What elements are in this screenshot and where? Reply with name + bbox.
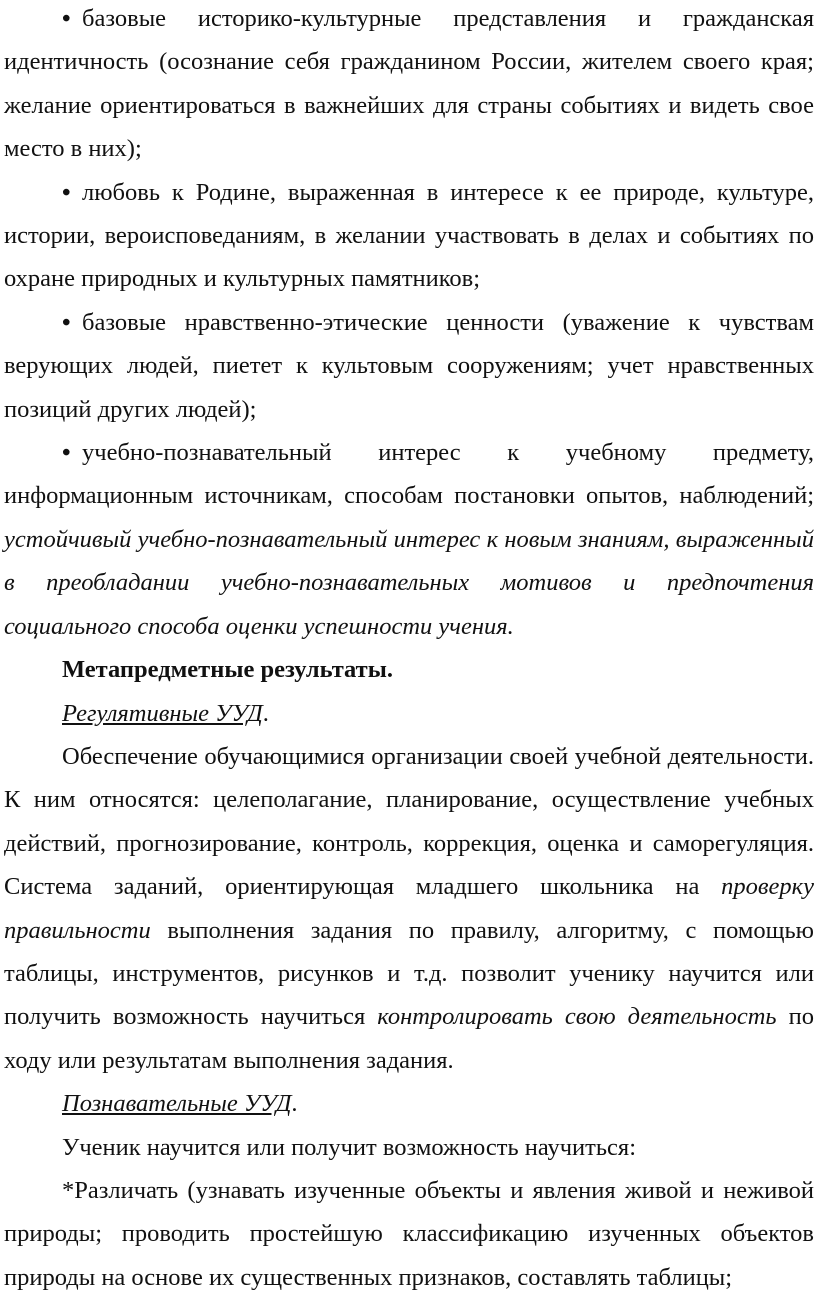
bullet-icon: • [62,308,71,336]
bullet-text-italic: устойчивый учебно-познавательный интерес к новым знаниям, выраженный в преобладании учебно-познавательных мотивов и предпочтения социального способа оценки успешности учения. [4,525,814,640]
bullet-icon: • [62,5,71,32]
subsection-dot: . [262,699,269,727]
paragraph-cognitive-intro: Ученик научится или получит возможность научиться: [62,1133,637,1161]
bullet-icon: • [62,439,71,467]
bullet-text: любовь к Родине, выраженная в интересе к ее природе, культуре, истории, вероисповеданиям, в желании участвовать в делах и событиях по охране природных и культурных памятников; [4,178,814,293]
bullet-item-love-motherland [4,171,814,301]
bullet-item-civic-identity [4,0,814,171]
paragraph-regulative [4,735,814,1082]
paragraph-cognitive-distinguish: *Различать (узнавать изученные объекты и явления живой и неживой природы; проводить простейшую классификацию изученных объектов природы на основе их существенных признаков, составлять таблицы; [4,1176,814,1291]
subsection-dot: . [291,1090,298,1118]
paragraph-text: по ходу или результатам выполнения задания. [4,1003,814,1074]
paragraph-text: Обеспечение обучающимися организации своей учебной деятельности. К ним относятся: целеполагание, планирование, осуществление учебных действий, прогнозирование, контроль, коррекция, оценка и саморегуляция. Система заданий, ориентирующая младшего школьника на [4,742,814,901]
subsection-title: Познавательные УУД [62,1090,292,1118]
bullet-text: базовые историко-культурные представления и гражданская идентичность (осознание себя гражданином России, жителем своего края; желание ориентироваться в важнейших для страны событиях и видеть свое место в них); [4,5,814,163]
bullet-item-moral-values [4,301,814,431]
subsection-regulative [4,692,814,735]
paragraph-text: выполнения задания по правилу, алгоритму, с помощью таблицы, инструментов, рисунков и т.д. позволит ученику научится или получить возможность научиться [4,916,814,1031]
subsection-title: Регулятивные УУД [62,699,263,727]
paragraph-italic: проверку правильности [4,873,814,944]
section-heading-metasubject: Метапредметные результаты. [62,656,393,684]
paragraph-italic: контролировать свою деятельность [377,1003,777,1031]
bullet-item-cognitive-interest [4,431,814,648]
bullet-icon: • [62,178,71,206]
bullet-text: учебно-познавательный интерес к учебному предмету, информационным источникам, способам постановки опытов, наблюдений; [4,439,814,510]
bullet-text: базовые нравственно-этические ценности (уважение к чувствам верующих людей, пиетет к культовым сооружениям; учет нравственных позиций других людей); [4,308,814,423]
subsection-cognitive [4,1082,814,1125]
